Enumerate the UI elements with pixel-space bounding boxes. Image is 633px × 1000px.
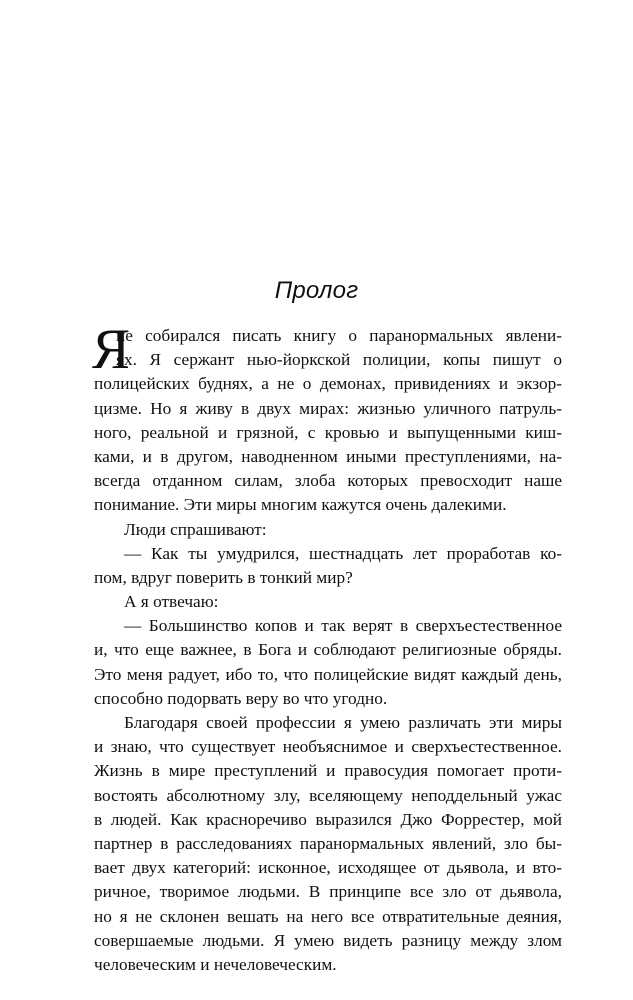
text-line: но я не склонен вешать на него все отвратительные деяния, [94, 906, 562, 926]
text-line: понимание. Эти миры многим кажутся очень далекими. [94, 495, 507, 515]
text-line: полицейских буднях, а не о демонах, привидениях и экзор- [94, 374, 562, 394]
chapter-title: Пролог [274, 277, 359, 304]
text-line: совершаемые людьми. Я умею видеть разницу между злом [94, 930, 562, 950]
text-line: А я отвечаю: [124, 592, 219, 612]
text-line: ричное, творимое людьми. В принципе все зло от дьявола, [94, 882, 562, 902]
text-line: в людей. Как красноречиво выразился Джо Форрестер, мой [94, 809, 562, 829]
text-line: не собирался писать книгу о паранормальных явлени- [116, 326, 562, 345]
text-line: цизме. Но я живу в двух мирах: жизнью уличного патруль- [94, 398, 562, 418]
text-line: ях. Я сержант нью-йоркской полиции, копы пишут о [116, 350, 562, 370]
text-line: ного, реальной и грязной, с кровью и выпущенными киш- [94, 422, 562, 442]
text-line: и знаю, что существует необъяснимое и сверхъестественное. [94, 737, 562, 757]
text-line: всегда отданном силам, злоба которых превосходит наше [94, 471, 562, 491]
drop-cap: Я [92, 318, 131, 381]
text-line: человеческим и нечеловеческим. [94, 954, 337, 974]
text-line: партнер в расследованиях паранормальных явлений, зло бы- [94, 833, 562, 853]
text-line: Благодаря своей профессии я умею различать эти миры [124, 713, 562, 732]
text-line: пом, вдруг поверить в тонкий мир? [94, 567, 353, 587]
text-line: Люди спрашивают: [124, 519, 267, 539]
text-line: — Как ты умудрился, шестнадцать лет проработав ко- [124, 543, 562, 563]
text-line: Жизнь в мире преступлений и правосудия помогает проти- [94, 761, 562, 781]
text-line: Это меня радует, ибо то, что полицейские видят каждый день, [94, 664, 562, 684]
text-line: способно подорвать веру во что угодно. [94, 688, 388, 708]
chapter-body [92, 318, 562, 977]
text-line: — Большинство копов и так верят в сверхъестественное [124, 616, 562, 636]
text-line: вает двух категорий: исконное, исходящее от дьявола, и вто- [94, 858, 562, 878]
text-line: и, что еще важнее, в Бога и соблюдают религиозные обряды. [94, 640, 562, 660]
text-line: востоять абсолютному злу, вселяющему неподдельный ужас [94, 785, 562, 805]
text-line: ками, и в другом, наводненном иными преступлениями, на- [94, 446, 562, 466]
